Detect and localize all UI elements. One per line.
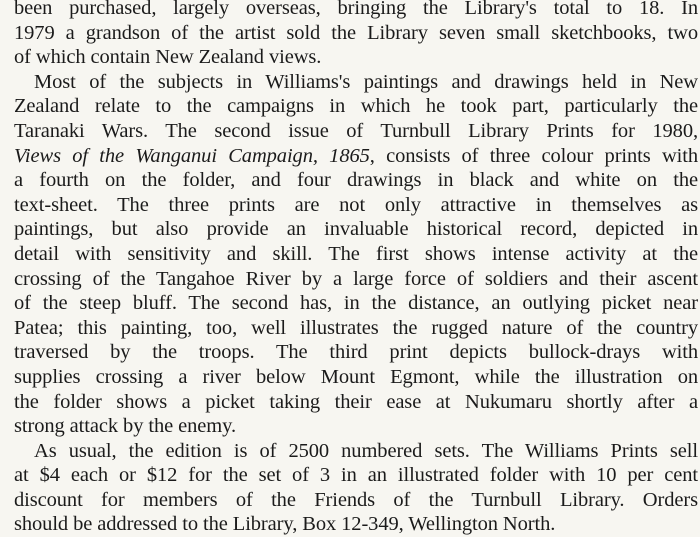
text-line: Patea; this painting, too, well illustrates the rugged nature of the country: [14, 316, 698, 339]
publication-title: Views of the Wanganui Campaign, 1865: [14, 144, 370, 167]
text-line: a fourth on the folder, and four drawings in black and white on the: [14, 169, 698, 192]
text-line: As usual, the edition is of 2500 numbered sets. The Williams Prints sell: [34, 439, 698, 462]
text-line: should be addressed to the Library, Box 12-349, Wellington North.: [14, 513, 556, 536]
text-line: the folder shows a picket taking their ease at Nukumaru shortly after a: [14, 390, 698, 413]
text-line: 1979 a grandson of the artist sold the Library seven small sketchbooks, two: [14, 21, 698, 44]
text-line: text-sheet. The three prints are not only attractive in themselves as: [14, 193, 698, 216]
text-line: discount for members of the Friends of the Turnbull Library. Orders: [14, 488, 698, 511]
text-line-with-title: [14, 144, 698, 169]
text-line: Taranaki Wars. The second issue of Turnbull Library Prints for 1980,: [14, 119, 698, 142]
text-line: supplies crossing a river below Mount Egmont, while the illustration on: [14, 365, 698, 388]
paragraph-3: [0, 439, 700, 537]
text-line: at $4 each or $12 for the set of 3 in an illustrated folder with 10 per cent: [14, 464, 698, 487]
text-line: Most of the subjects in Williams's paintings and drawings held in New: [34, 70, 698, 93]
text-line: traversed by the troops. The third print depicts bullock-drays with: [14, 341, 698, 364]
text-line: of the steep bluff. The second has, in the distance, an outlying picket near: [14, 292, 698, 315]
text-line: detail with sensitivity and skill. The first shows intense activity at the: [14, 242, 698, 265]
text-line: crossing of the Tangahoe River by a large force of soldiers and their ascent: [14, 267, 698, 290]
text-line: paintings, but also provide an invaluable historical record, depicted in: [14, 218, 698, 241]
paragraph-1: [0, 0, 700, 70]
text-line: strong attack by the enemy.: [14, 415, 236, 438]
text-line: been purchased, largely overseas, bringing the Library's total to 18. In: [14, 0, 698, 19]
paragraph-2: [0, 70, 700, 439]
text-line: Zealand relate to the campaigns in which he took part, particularly the: [14, 95, 698, 118]
text-line: of which contain New Zealand views.: [14, 46, 322, 69]
text-line-rest: , consists of three colour prints with: [369, 144, 698, 167]
